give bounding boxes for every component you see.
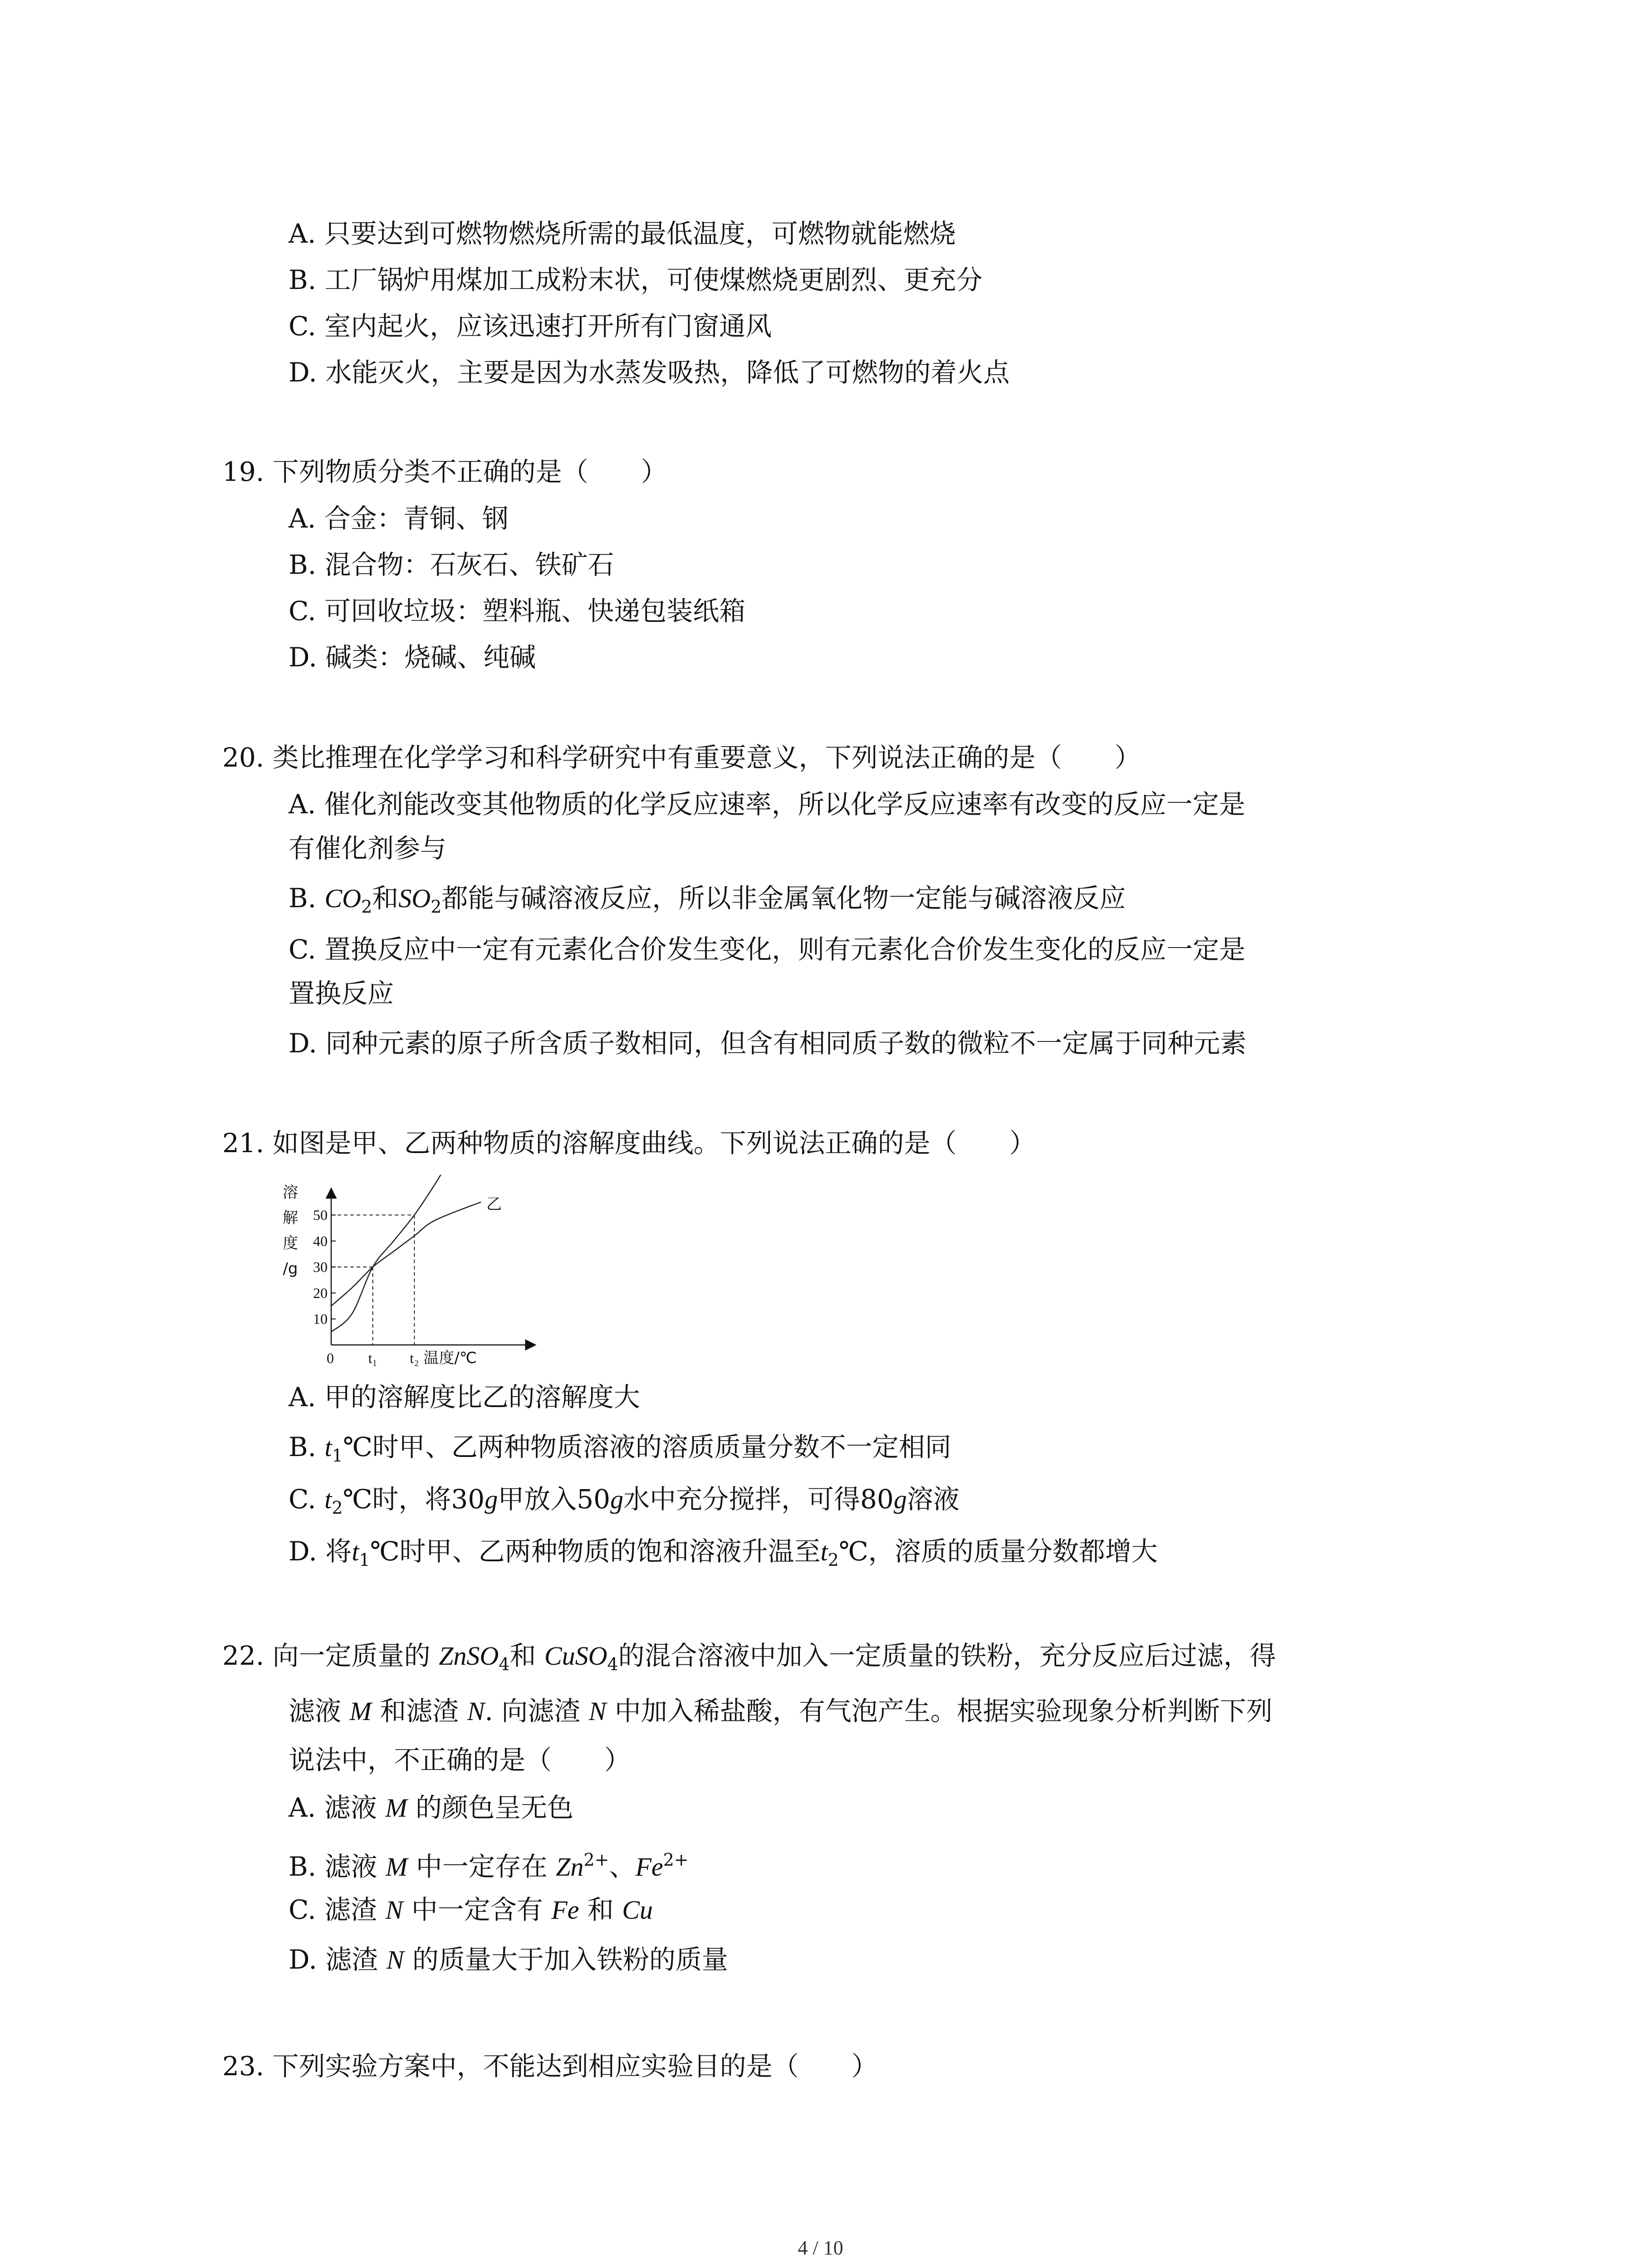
- x-tick-label: t₂: [410, 1350, 419, 1366]
- series-line-1: [331, 1175, 448, 1332]
- origin-label: 0: [327, 1350, 334, 1366]
- q21-option-b: B. $t_1℃$时甲、乙两种物质溶液的溶质质量分数不一定相同: [289, 1432, 951, 1466]
- series-line-2: [331, 1202, 481, 1306]
- y-axis-label-char: 溶: [283, 1183, 298, 1202]
- q20-option-a-line2: 有催化剂参与: [289, 833, 447, 864]
- y-axis-label-char: /g: [283, 1260, 298, 1278]
- series-label: 乙: [486, 1195, 502, 1213]
- q23-stem: 23. 下列实验方案中，不能达到相应实验目的是（ ）: [222, 2051, 878, 2082]
- q21-option-a: A. 甲的溶解度比乙的溶解度大: [289, 1382, 640, 1413]
- q20-option-a-line1: A. 催化剂能改变其他物质的化学反应速率，所以化学反应速率有改变的反应一定是: [289, 789, 1245, 820]
- q19-option-b: B. 混合物：石灰石、铁矿石: [289, 549, 614, 580]
- q22-stem-line1: 22. 向一定质量的 ZnSO$_4$和 CuSO$_4$的混合溶液中加入一定质量的铁粉，充分反应后过滤，得: [222, 1640, 1276, 1674]
- chart-labels: [283, 1175, 502, 1367]
- q20-option-c-line2: 置换反应: [289, 978, 394, 1009]
- q18-option-c: C. 室内起火，应该迅速打开所有门窗通风: [289, 311, 772, 342]
- y-tick-label: 10: [313, 1310, 328, 1327]
- y-axis-label-char: 解: [283, 1209, 298, 1227]
- chart-axes: [331, 1193, 531, 1345]
- q22-option-a: A. 滤液 M 的颜色呈无色: [289, 1792, 573, 1823]
- q22-option-d: D. 滤渣 N 的质量大于加入铁粉的质量: [289, 1944, 728, 1975]
- q22-option-c: C. 滤渣 N 中一定含有 Fe 和 Cu: [289, 1894, 653, 1925]
- y-axis-label-char: 度: [283, 1234, 298, 1252]
- x-axis-label: 温度/℃: [423, 1349, 477, 1367]
- q20-option-c-line1: C. 置换反应中一定有元素化合价发生变化，则有元素化合价发生变化的反应一定是: [289, 934, 1246, 965]
- y-tick-label: 40: [313, 1232, 328, 1249]
- q22-option-b: B. 滤液 M 中一定存在 $Zn^{2+}$、$Fe^{2+}$: [289, 1850, 689, 1882]
- chart-guides: [331, 1215, 414, 1345]
- q21-option-c: C. $t_2℃$时，将30g甲放入50g水中充分搅拌，可得80g溶液: [289, 1484, 960, 1518]
- q19-stem: 19. 下列物质分类不正确的是（ ）: [222, 456, 667, 487]
- x-tick-label: t₁: [368, 1350, 377, 1366]
- q21-stem: 21. 如图是甲、乙两种物质的溶解度曲线。下列说法正确的是（ ）: [222, 1128, 1036, 1158]
- q20-option-b: B. $CO_2$和$SO_2$都能与碱溶液反应，所以非金属氧化物一定能与碱溶液反应: [289, 883, 1126, 917]
- q20-option-d: D. 同种元素的原子所含质子数相同，但含有相同质子数的微粒不一定属于同种元素: [289, 1028, 1247, 1059]
- q18-option-d: D. 水能灭火，主要是因为水蒸发吸热，降低了可燃物的着火点: [289, 357, 1010, 388]
- q22-stem-line3: 说法中，不正确的是（ ）: [289, 1745, 631, 1775]
- q20-stem: 20. 类比推理在化学学习和科学研究中有重要意义，下列说法正确的是（ ）: [222, 742, 1141, 773]
- y-tick-label: 30: [313, 1259, 328, 1276]
- q18-option-a: A. 只要达到可燃物燃烧所需的最低温度，可燃物就能燃烧: [289, 218, 956, 249]
- q22-stem-line2: 滤液 M 和滤渣 N. 向滤渣 N 中加入稀盐酸，有气泡产生。根据实验现象分析判断下列: [289, 1696, 1273, 1726]
- solubility-chart: [277, 1175, 558, 1383]
- y-tick-label: 20: [313, 1285, 328, 1301]
- page-number: 4 / 10: [798, 2237, 843, 2259]
- q19-option-c: C. 可回收垃圾：塑料瓶、快递包装纸箱: [289, 596, 746, 626]
- q18-option-b: B. 工厂锅炉用煤加工成粉末状，可使煤燃烧更剧烈、更充分: [289, 264, 983, 295]
- y-tick-label: 50: [313, 1207, 328, 1223]
- q21-option-d: D. 将$t_1℃$时甲、乙两种物质的饱和溶液升温至$t_2℃$，溶质的质量分数都增大: [289, 1536, 1158, 1570]
- chart-series: [331, 1175, 481, 1332]
- q19-option-d: D. 碱类：烧碱、纯碱: [289, 642, 536, 673]
- q19-option-a: A. 合金：青铜、钢: [289, 503, 509, 534]
